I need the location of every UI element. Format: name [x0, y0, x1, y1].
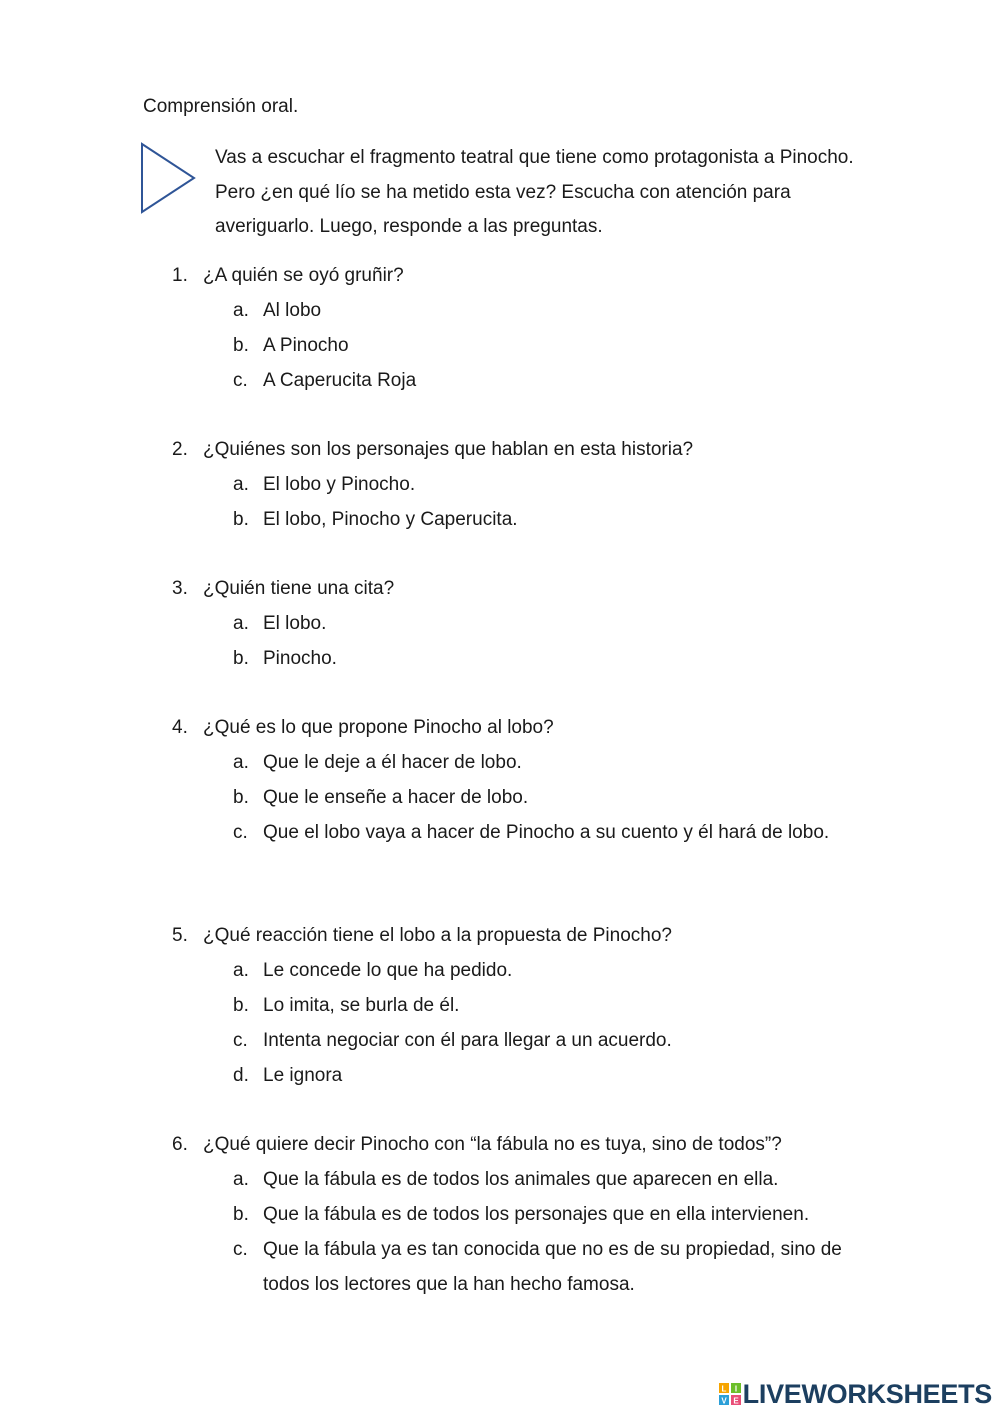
liveworksheets-brand[interactable] — [719, 1377, 992, 1411]
option-4b[interactable] — [233, 780, 872, 815]
question-number: 5. — [172, 925, 188, 946]
option-letter: b. — [233, 1204, 249, 1225]
option-text: Lo imita, se burla de él. — [263, 995, 460, 1016]
svg-text:E: E — [733, 1396, 739, 1405]
option-text: Que le enseñe a hacer de lobo. — [263, 787, 529, 808]
question-number: 4. — [172, 717, 188, 738]
option-6b[interactable] — [233, 1197, 872, 1232]
option-6c[interactable] — [233, 1232, 872, 1302]
option-letter: d. — [233, 1065, 249, 1086]
option-text: A Pinocho — [263, 335, 349, 356]
option-4c[interactable] — [233, 815, 872, 850]
option-4a[interactable] — [233, 745, 872, 780]
option-3a[interactable] — [233, 606, 872, 641]
option-letter: b. — [233, 787, 249, 808]
option-letter: c. — [233, 822, 248, 843]
option-1b[interactable] — [233, 328, 872, 363]
option-text: Que la fábula es de todos los animales que aparecen en ella. — [263, 1169, 779, 1190]
option-text: El lobo. — [263, 613, 327, 634]
question-number: 3. — [172, 578, 188, 599]
question-text: ¿A quién se oyó gruñir? — [203, 265, 404, 286]
question-2 — [172, 432, 872, 537]
option-2a[interactable] — [233, 467, 872, 502]
option-letter: a. — [233, 613, 249, 634]
option-5d[interactable] — [233, 1058, 872, 1093]
option-text: Le ignora — [263, 1065, 343, 1086]
question-1 — [172, 258, 872, 398]
question-6 — [172, 1127, 872, 1302]
question-text: ¿Quién tiene una cita? — [203, 578, 395, 599]
option-text: Que le deje a él hacer de lobo. — [263, 752, 522, 773]
option-2b[interactable] — [233, 502, 872, 537]
option-letter: b. — [233, 335, 249, 356]
option-text: Que la fábula es de todos los personajes que en ella intervienen. — [263, 1204, 810, 1225]
option-letter: c. — [233, 1239, 248, 1260]
option-letter: a. — [233, 1169, 249, 1190]
question-number: 6. — [172, 1134, 188, 1155]
option-letter: a. — [233, 752, 249, 773]
brand-name: LIVEWORKSHEETS — [742, 1378, 992, 1409]
option-letter: a. — [233, 960, 249, 981]
option-5c[interactable] — [233, 1023, 872, 1058]
question-3 — [172, 571, 872, 676]
question-number: 2. — [172, 439, 188, 460]
question-4 — [172, 710, 872, 850]
svg-text:I: I — [734, 1384, 737, 1394]
option-text: A Caperucita Roja — [263, 370, 417, 391]
option-text: Que la fábula ya es tan conocida que no es de su propiedad, sino de todos los lectores que la han hecho famosa. — [263, 1239, 842, 1295]
svg-text:V: V — [721, 1396, 727, 1405]
option-text: Le concede lo que ha pedido. — [263, 960, 513, 981]
option-1a[interactable] — [233, 293, 872, 328]
option-text: El lobo, Pinocho y Caperucita. — [263, 509, 518, 530]
question-text: ¿Quiénes son los personajes que hablan en esta historia? — [203, 439, 694, 460]
option-3b[interactable] — [233, 641, 872, 676]
svg-text:L: L — [721, 1384, 727, 1394]
page-heading: Comprensión oral. — [143, 96, 299, 117]
option-letter: b. — [233, 648, 249, 669]
liveworksheets-logo-icon — [719, 1383, 741, 1405]
option-text: Al lobo — [263, 300, 322, 321]
option-letter: a. — [233, 300, 249, 321]
option-text: Que el lobo vaya a hacer de Pinocho a su cuento y él hará de lobo. — [263, 822, 830, 843]
option-letter: c. — [233, 1030, 248, 1051]
option-letter: b. — [233, 509, 249, 530]
question-5 — [172, 918, 872, 1093]
intro-text: Vas a escuchar el fragmento teatral que tiene como protagonista a Pinocho. Pero ¿en qué lío se ha metido esta vez? Escucha con atención para averiguarlo. Luego, responde a las preguntas. — [215, 147, 854, 237]
option-1c[interactable] — [233, 363, 872, 398]
play-icon[interactable] — [140, 142, 196, 214]
option-text: Intenta negociar con él para llegar a un acuerdo. — [263, 1030, 672, 1051]
option-6a[interactable] — [233, 1162, 872, 1197]
question-text: ¿Qué quiere decir Pinocho con “la fábula no es tuya, sino de todos”? — [203, 1134, 782, 1155]
option-5a[interactable] — [233, 953, 872, 988]
option-letter: c. — [233, 370, 248, 391]
option-letter: b. — [233, 995, 249, 1016]
option-text: El lobo y Pinocho. — [263, 474, 416, 495]
option-5b[interactable] — [233, 988, 872, 1023]
question-number: 1. — [172, 265, 188, 286]
option-letter: a. — [233, 474, 249, 495]
question-text: ¿Qué reacción tiene el lobo a la propuesta de Pinocho? — [203, 925, 672, 946]
question-text: ¿Qué es lo que propone Pinocho al lobo? — [203, 717, 554, 738]
option-text: Pinocho. — [263, 648, 337, 669]
